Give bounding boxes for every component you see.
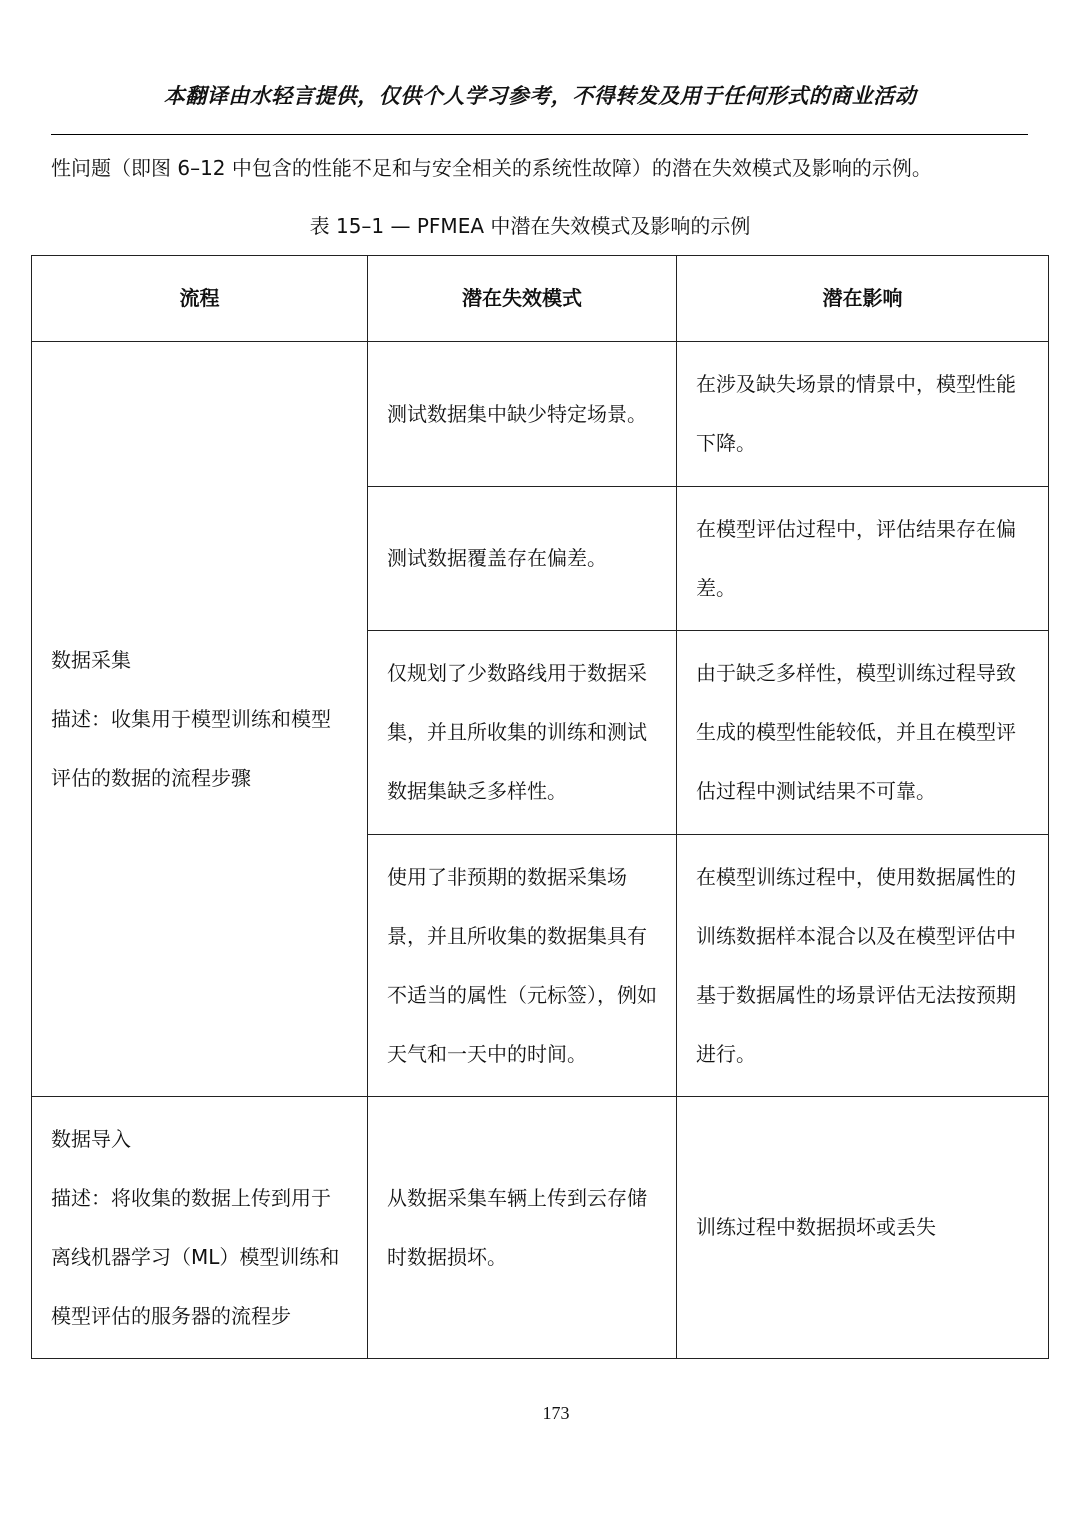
failure-mode-cell: 仅规划了少数路线用于数据采集，并且所收集的训练和测试数据集缺乏多样性。 [368, 631, 677, 835]
failure-mode-cell: 使用了非预期的数据采集场景，并且所收集的数据集具有不适当的属性（元标签），例如天气和一天中的时间。 [368, 835, 677, 1097]
effect-cell: 由于缺乏多样性，模型训练过程导致生成的模型性能较低，并且在模型评估过程中测试结果不可靠。 [677, 631, 1049, 835]
header-failure-mode: 潜在失效模式 [368, 256, 677, 342]
effect-cell: 在模型评估过程中，评估结果存在偏差。 [677, 487, 1049, 631]
failure-mode-cell: 从数据采集车辆上传到云存储时数据损坏。 [368, 1097, 677, 1359]
process-cell [32, 342, 368, 1097]
process-cell [32, 1097, 368, 1359]
effect-cell: 在模型训练过程中，使用数据属性的训练数据样本混合以及在模型评估中基于数据属性的场景评估无法按预期进行。 [677, 835, 1049, 1097]
failure-mode-cell: 测试数据覆盖存在偏差。 [368, 487, 677, 631]
page-number: 173 [542, 1403, 570, 1423]
effect-cell: 在涉及缺失场景的情景中，模型性能下降。 [677, 342, 1049, 487]
process-name: 数据导入 [51, 1126, 131, 1151]
effect-cell: 训练过程中数据损坏或丢失 [677, 1097, 1049, 1359]
intro-paragraph: 性问题（即图 6–12 中包含的性能不足和与安全相关的系统性故障）的潜在失效模式及影响的示例。 [51, 156, 932, 180]
page-header: 本翻译由水轻言提供，仅供个人学习参考，不得转发及用于任何形式的商业活动 [163, 84, 917, 108]
process-description: 描述：收集用于模型训练和模型评估的数据的流程步骤 [51, 706, 331, 790]
header-divider [51, 134, 1028, 135]
process-description: 描述：将收集的数据上传到用于离线机器学习（ML）模型训练和模型评估的服务器的流程步 [51, 1185, 340, 1328]
pfmea-table [31, 255, 1049, 1359]
failure-mode-cell: 测试数据集中缺少特定场景。 [368, 342, 677, 487]
table-row [32, 342, 1049, 487]
header-process: 流程 [32, 256, 368, 342]
header-effect: 潜在影响 [677, 256, 1049, 342]
table-caption: 表 15–1 — PFMEA 中潜在失效模式及影响的示例 [309, 214, 751, 238]
table-header-row [32, 256, 1049, 342]
table-row [32, 1097, 1049, 1359]
process-name: 数据采集 [51, 647, 131, 672]
